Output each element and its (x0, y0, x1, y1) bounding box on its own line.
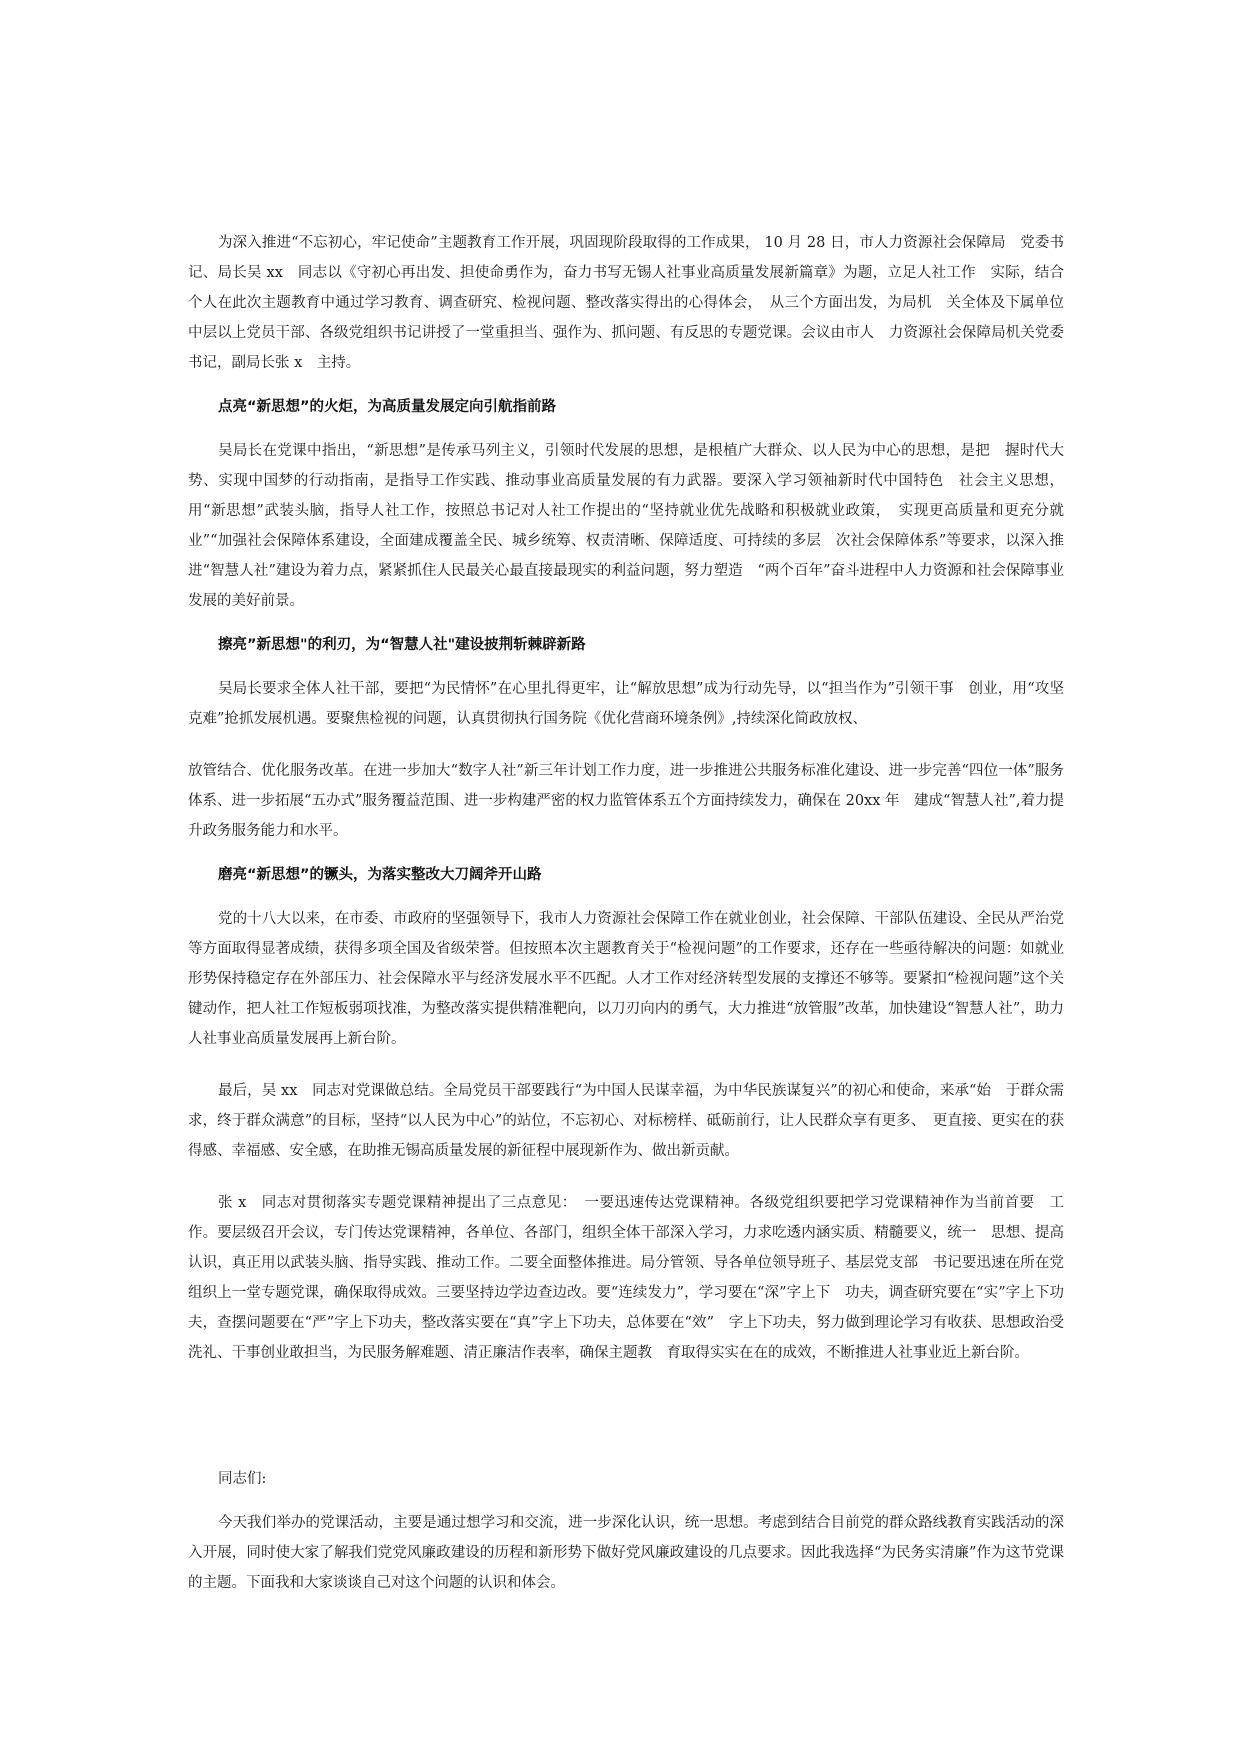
opinions-paragraph: 张 x 同志对贯彻落实专题党课精神提出了三点意见： 一要迅速传达党课精神。各级党组织要把学习党课精神作为当前首要 工作。要层级召开会议，专门传达党课精神，各单位、各部门，组织全体干部深入学习，力求吃透内涵实质、精髓要义，统一 思想、提高认识，真正用以武装头脑、指导实践、推动工作。二要全面整体推进。局分管领、导各单位领导班子、基层党支部 书记要迅速在所在党组织上一堂专题党课，确保取得成效。三要坚持边学边查边改。要“连续发力”，学习要在“深”字上下 功夫，调查研究要在“实”字上下功夫，查摆问题要在“严”字上下功夫，整改落实要在“真”字上下功夫，总体要在“效” 字上下功夫，努力做到理论学习有收获、思想政治受洗礼、干事创业敢担当，为民服务解难题、清正廉洁作表率，确保主题教 育取得实实在在的成效，不断推进人社事业近上新台阶。 (188, 1195, 1064, 1361)
spacer (188, 1166, 1064, 1188)
section-heading-3: 磨亮“新思想”的镢头，为落实整改大刀阔斧开山路 (218, 867, 542, 883)
spacer (188, 1368, 1064, 1464)
spacer (188, 616, 1064, 630)
spacer (188, 378, 1064, 392)
section-2-paragraph-a: 吴局长要求全体人社干部，要把“为民情怀”在心里扎得更牢，让“解放思想”成为行动先导，以“担当作为”引领干事 创业，用“攻坚克难”抢抓发展机遇。要聚焦检视的问题，认真贯彻执行国务院《优化营商环境条例》,持续深化简政放权、 (188, 681, 1064, 727)
salutation: 同志们: (218, 1471, 267, 1487)
section-1-paragraph: 吴局长在党课中指出，“新思想”是传承马列主义，引领时代发展的思想，是根植广大群众、以人民为中心的思想，是把 握时代大势、实现中国梦的行动指南，是指导工作实践、推动事业高质量发展的有力武器。要深入学习领袖新时代中国特色 社会主义思想，用“新思想”武装头脑，指导人社工作，按照总书记对人社工作提出的“坚持就业优先战略和积极就业政策， 实现更高质量和更充分就业”“加强社会保障体系建设，全面建成覆盖全民、城乡统筹、权责清晰、保障适度、可持续的多层 次社会保障体系”等要求，以深入推进“智慧人社”建设为着力点，紧紧抓住人民最关心最直接最现实的利益问题，努力塑造 “两个百年”奋斗进程中人力资源和社会保障事业发展的美好前景。 (188, 443, 1064, 609)
section-2-paragraph-b: 放管结合、优化服务改革。在进一步加大“数字人社”新三年计划工作力度，进一步推进公共服务标准化建设、进一步完善“四位一体”服务体系、进一步拓展“五办式”服务覆益范围、进一步构建严密的权力监管体系五个方面持续发力，确保在 20xx 年 建成“智慧人社”,着力提升政务服务能力和水平。 (188, 763, 1064, 839)
intro-paragraph: 为深入推进“不忘初心，牢记使命”主题教育工作开展，巩固现阶段取得的工作成果， 10 月 28 日，市人力资源社会保障局 党委书记、局长吴 xx 同志以《守初心再出发、担使命勇作为，奋力书写无锡人社事业高质量发展新篇章》为题，立足人社工作 实际，结合个人在此次主题教育中通过学习教育、调查研究、检视问题、整改落实得出的心得体会， 从三个方面出发，为局机 关全体及下属单位中层以上党员干部、各级党组织书记讲授了一堂重担当、强作为、抓问题、有反思的专题党课。会议由市人 力资源社会保障局机关党委书记，副局长张 x 主持。 (188, 235, 1064, 371)
spacer (188, 1054, 1064, 1076)
section-heading-2: 擦亮”新思想"的利刃，为“智慧人社"建设披荆斩棘辟新路 (218, 637, 586, 653)
spacer (188, 1494, 1064, 1508)
section-heading-1: 点亮“新思想”的火炬，为高质量发展定向引航指前路 (218, 399, 557, 415)
spacer (188, 846, 1064, 860)
summary-paragraph: 最后，吴 xx 同志对党课做总结。全局党员干部要践行“为中国人民谋幸福，为中华民族谋复兴”的初心和使命，来承“始 于群众需求，终于群众满意”的目标，坚持“以人民为中心”的站位，不忘初心、对标榜样、砥砺前行，让人民群众享有更多、 更直接、更实在的获得感、幸福感、安全感，在助推无锡高质量发展的新征程中展现新作为、做出新贡献。 (188, 1083, 1064, 1159)
section-3-paragraph: 党的十八大以来，在市委、市政府的坚强领导下，我市人力资源社会保障工作在就业创业，社会保障、干部队伍建设、全民从严治党等方面取得显著成绩，获得多项全国及省级荣誉。但按照本次主题教育关于“检视问题”的工作要求，还存在一些亟待解决的问题：如就业形势保持稳定存在外部压力、社会保障水平与经济发展水平不匹配。人才工作对经济转型发展的支撑还不够等。要紧扣“检视问题”这个关键动作，把人社工作短板弱项找准，为整改落实提供精准靶向，以刀刃向内的勇气，大力推进“放管服”改革，加快建设“智慧人社”，助力人社事业高质量发展再上新台阶。 (188, 911, 1064, 1047)
spacer (188, 734, 1064, 756)
spacer (188, 660, 1064, 674)
spacer (188, 422, 1064, 436)
spacer (188, 890, 1064, 904)
document-body (188, 228, 1064, 1598)
speech-opening-paragraph: 今天我们举办的党课活动，主要是通过想学习和交流，进一步深化认识，统一思想。考虑到结合目前党的群众路线教育实践活动的深入开展，同时使大家了解我们党党风廉政建设的历程和新形势下做好党风廉政建设的几点要求。因此我选择“为民务实清廉”作为这节党课的主题。下面我和大家谈谈自己对这个问题的认识和体会。 (188, 1515, 1064, 1591)
